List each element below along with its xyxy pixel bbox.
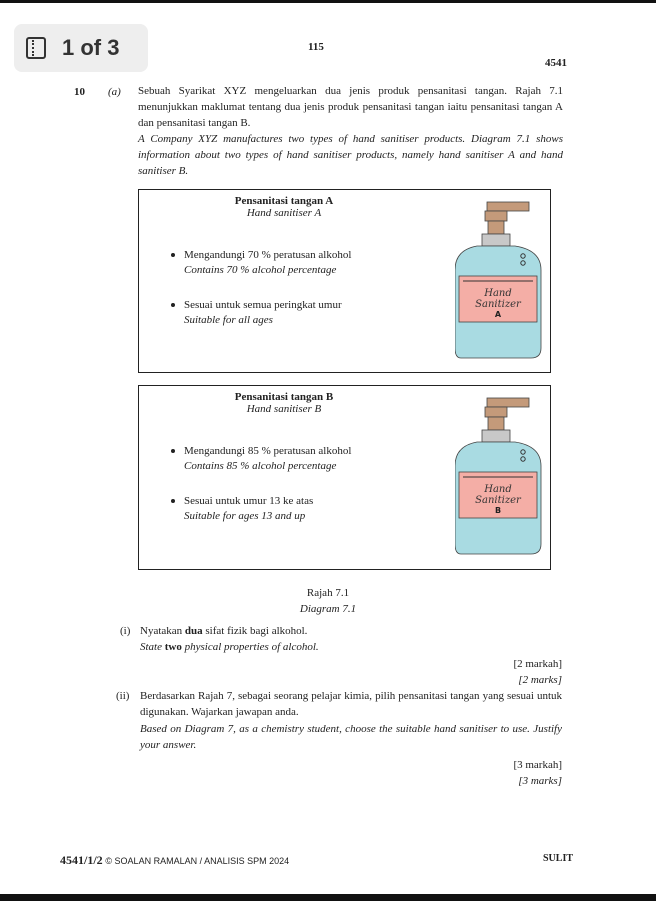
product-b-bullet-2: Sesuai untuk umur 13 ke atas Suitable for ages 13 and up [184, 494, 313, 524]
question-number: 10 [74, 86, 85, 98]
bottle-a-label-line1: Hand [484, 288, 512, 299]
product-b-bullet-1: Mengandungi 85 % peratusan alkohol Contains 85 % alcohol percentage [184, 444, 351, 474]
product-a-bullet-2: Sesuai untuk semua peringkat umur Suitable for all ages [184, 298, 342, 328]
subquestion-ii-malay: Berdasarkan Rajah 7, sebagai seorang pelajar kimia, pilih pensanitasi tangan yang sesuai untuk digunakan. Wajarkan jawapan anda. [140, 690, 562, 718]
diagram-caption-malay: Rajah 7.1 [306, 587, 350, 599]
question-intro-malay: Sebuah Syarikat XYZ mengeluarkan dua jenis produk pensanitasi tangan. Rajah 7.1 menunjukkan maklumat tentang dua jenis produk pensanitasi tangan iaitu pensanitasi tangan A dan pensanitasi tangan B. [138, 85, 563, 129]
subquestion-ii-marks: [3 markah] [3 marks] [513, 759, 562, 787]
product-b-title [139, 391, 429, 415]
subquestion-i-english: State two physical properties of alcohol. [140, 641, 319, 653]
bottle-a-label-line2: Sanitizer [475, 299, 521, 310]
product-a-title-english: Hand sanitiser A [246, 207, 322, 219]
bottom-border [0, 894, 656, 901]
footer-left [60, 853, 289, 868]
product-a-title [139, 195, 429, 219]
bottle-b-label-line2: Sanitizer [475, 495, 521, 506]
bottle-a-label-letter: A [494, 310, 502, 319]
product-box-b [138, 385, 551, 570]
top-border [0, 0, 656, 3]
sanitizer-bottle-b-icon [455, 392, 545, 562]
paper-code: 4541 [545, 57, 567, 69]
subquestion-ii-english: Based on Diagram 7, as a chemistry student, choose the suitable hand sanitiser to use. Justify your answer. [140, 723, 562, 751]
subquestion-i-number: (i) [120, 625, 131, 637]
product-a-bullet-1: Mengandungi 70 % peratusan alkohol Contains 70 % alcohol percentage [184, 248, 351, 278]
sanitizer-bottle-a-icon [455, 196, 545, 366]
footer-code: 4541/1/2 [60, 853, 103, 867]
subquestion-i-malay: Nyatakan dua sifat fizik bagi alkohol. [140, 625, 308, 637]
bottle-b-label-line1: Hand [484, 484, 512, 495]
sidebar-toggle-icon[interactable] [26, 37, 46, 59]
subquestion-i-marks: [2 markah] [2 marks] [513, 658, 562, 686]
footer-copyright: © SOALAN RAMALAN / ANALISIS SPM 2024 [105, 856, 290, 866]
subquestion-ii-number: (ii) [116, 690, 130, 702]
product-b-title-english: Hand sanitiser B [246, 403, 322, 415]
product-a-title-malay: Pensanitasi tangan A [234, 195, 334, 207]
page-indicator-label: 1 of 3 [62, 35, 120, 60]
product-b-title-malay: Pensanitasi tangan B [234, 391, 334, 403]
question-intro-english: A Company XYZ manufactures two types of hand sanitiser products. Diagram 7.1 shows information about two types of hand sanitiser products, namely hand sanitiser A and hand sanitiser B. [138, 133, 563, 177]
page-indicator[interactable] [14, 24, 148, 72]
bottle-b-label-letter: B [494, 506, 502, 515]
footer-classification: SULIT [543, 853, 574, 864]
page-number: 115 [308, 41, 324, 53]
question-part: (a) [108, 86, 121, 98]
diagram-caption-english: Diagram 7.1 [299, 603, 357, 615]
product-box-a [138, 189, 551, 373]
